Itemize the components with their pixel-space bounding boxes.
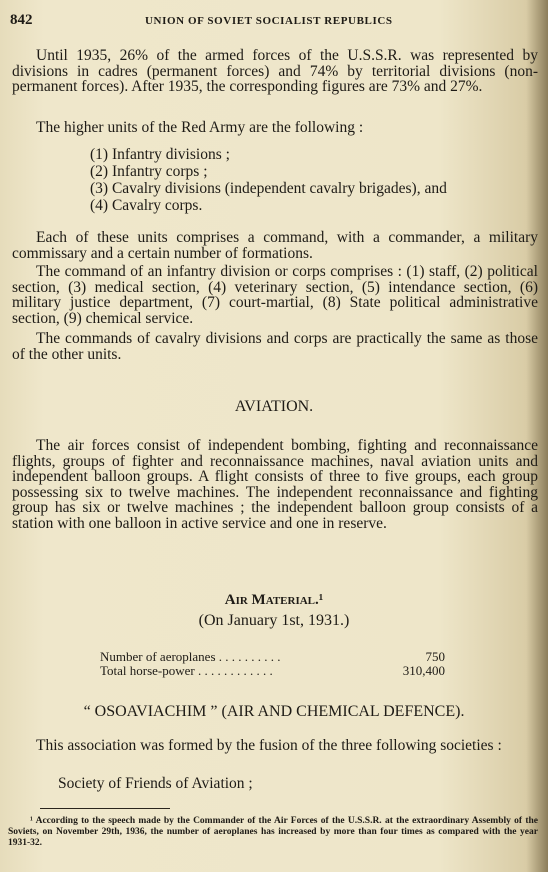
page-number: 842 xyxy=(10,12,33,28)
paragraph-armed-forces: Until 1935, 26% of the armed forces of the U.S.S.R. was represented by divisions in cadres (permanent forces) and 74% by territorial divisions (non-permanent forces). After 1935, the corresponding figures are 73% and 27%. xyxy=(12,47,538,95)
list-item: (1) Infantry divisions ; xyxy=(90,146,230,163)
heading-air-material-date: (On January 1st, 1931.) xyxy=(198,612,350,629)
footnote: ¹ According to the speech made by the Commander of the Air Forces of the U.S.S.R. at the extraordinary Assembly of the Soviets, on November 29th, 1936, the number of aeroplanes has increased by more than four times as compared with the year 1931-32. xyxy=(8,816,538,848)
paragraph-osoaviachim-intro: This association was formed by the fusion of the three following societies : xyxy=(36,737,502,754)
list-item: (4) Cavalry corps. xyxy=(90,197,203,214)
paragraph-commands: Each of these units comprises a command, with a commander, a military commissary and a certain number of formations. xyxy=(12,229,538,262)
list-item: (3) Cavalry divisions (independent cavalry brigades), and xyxy=(90,180,447,197)
heading-osoaviachim: “ OSOAVIACHIM ” (AIR AND CHEMICAL DEFENCE). xyxy=(83,703,465,720)
paragraph-air-forces: The air forces consist of independent bombing, fighting and reconnaissance flights, groups of fighter and reconnaissance machines, naval aviation units and independent balloon groups. A flight consists of three to five groups, each group possessing six to twelve machines. The independent reconnaissance and fighting group has six or twelve machines ; the independent balloon group consists of a station with one balloon in active service and one in reserve. xyxy=(12,437,538,532)
table-cell-value: 750 xyxy=(425,649,445,664)
paragraph-higher-units-intro: The higher units of the Red Army are the following : xyxy=(36,119,364,136)
footnote-divider xyxy=(40,808,170,809)
units-list xyxy=(90,146,447,214)
table-cell-label: Total horse-power . . . . . . . . . . . . xyxy=(100,663,273,678)
heading-aviation: AVIATION. xyxy=(234,398,314,415)
table-cell-value: 310,400 xyxy=(402,663,445,678)
page-header xyxy=(10,12,538,32)
heading-air-material: Air Material.¹ xyxy=(224,592,324,608)
table-row xyxy=(100,650,445,664)
table-cell-label: Number of aeroplanes . . . . . . . . . . xyxy=(100,649,281,664)
paragraph-society-friends: Society of Friends of Aviation ; xyxy=(58,775,253,792)
air-material-table xyxy=(100,650,445,678)
running-title: UNION OF SOVIET SOCIALIST REPUBLICS xyxy=(145,15,393,27)
paragraph-cavalry-commands: The commands of cavalry divisions and corps are practically the same as those of the other units. xyxy=(12,330,538,363)
table-row xyxy=(100,664,445,678)
list-item: (2) Infantry corps ; xyxy=(90,163,208,180)
paragraph-infantry-command: The command of an infantry division or corps comprises : (1) staff, (2) political section, (3) medical section, (4) veterinary section, (5) intendance section, (6) military justice department, (7) court-martial, (8) State political administrative section, (9) chemical service. xyxy=(12,263,538,327)
